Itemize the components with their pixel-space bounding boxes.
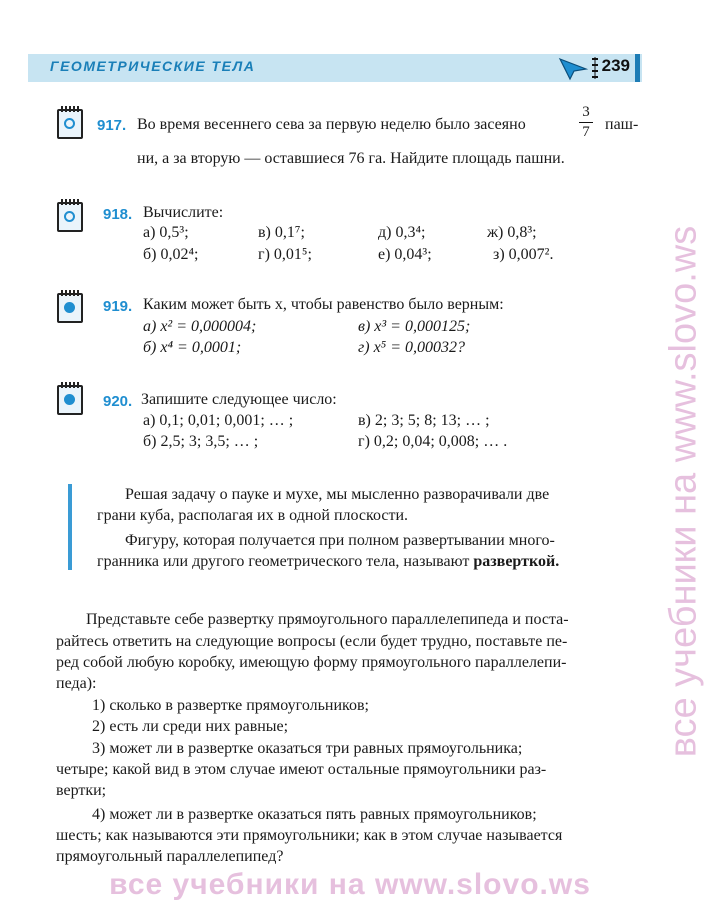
problem-917-line2: ни, а за вторую — оставшиеся 76 га. Найдите площадь пашни. bbox=[137, 150, 565, 167]
exercise-item: б) 0,02⁴; bbox=[143, 246, 199, 263]
pointer-arrow-icon bbox=[558, 57, 588, 81]
body-line: четыре; какой вид в этом случае имеют остальные прямоугольники раз- bbox=[56, 761, 547, 778]
body-line: Представьте себе развертку прямоугольного параллелепипеда и поста- bbox=[86, 611, 569, 628]
sidebar-text: Фигуру, которая получается при полном развертывании много- bbox=[125, 532, 555, 549]
problem-920-title: Запишите следующее число: bbox=[141, 391, 337, 408]
sidebar-text: грани куба, располагая их в одной плоскости. bbox=[97, 507, 409, 524]
exercise-item: в) x³ = 0,000125; bbox=[358, 318, 471, 335]
fraction-numerator: 3 bbox=[582, 104, 590, 120]
notebook-ring-icon bbox=[57, 202, 83, 232]
exercise-item: а) x² = 0,000004; bbox=[143, 318, 257, 335]
notebook-dot-icon bbox=[57, 293, 83, 323]
exercise-item: б) 2,5; 3; 3,5; … ; bbox=[143, 433, 259, 450]
body-line: прямоугольный параллелепипед? bbox=[56, 848, 284, 865]
problem-number-918: 918. bbox=[103, 206, 133, 223]
body-line: шесть; как называются эти прямоугольники; как в этом случае называется bbox=[56, 827, 563, 844]
body-line: ред собой любую коробку, имеющую форму прямоугольного параллелепи- bbox=[56, 654, 567, 671]
question-item: 1) сколько в развертке прямоугольников; bbox=[92, 697, 369, 714]
spiral-binding-icon bbox=[590, 56, 600, 80]
exercise-item: в) 2; 3; 5; 8; 13; … ; bbox=[358, 412, 490, 429]
problem-919-title: Каким может быть x, чтобы равенство было верным: bbox=[143, 296, 504, 313]
side-watermark: все учебники на www.slovo.ws bbox=[662, 225, 705, 758]
problem-number-917: 917. bbox=[97, 117, 127, 134]
exercise-item: ж) 0,8³; bbox=[487, 224, 537, 241]
definition-keyword: разверткой. bbox=[473, 553, 560, 570]
exercise-item: г) 0,2; 0,04; 0,008; … . bbox=[358, 433, 508, 450]
exercise-item: а) 0,1; 0,01; 0,001; … ; bbox=[143, 412, 294, 429]
exercise-item: б) x⁴ = 0,0001; bbox=[143, 339, 242, 356]
problem-number-919: 919. bbox=[103, 298, 133, 315]
sidebar-text: гранника или другого геометрического тела, называют bbox=[97, 553, 470, 570]
sidebar-accent-rule bbox=[68, 484, 72, 570]
definition-line bbox=[97, 553, 559, 571]
bottom-watermark: все учебники на www.slovo.ws bbox=[109, 868, 591, 901]
header-edge-bar bbox=[635, 54, 640, 82]
exercise-item: г) 0,01⁵; bbox=[258, 246, 312, 263]
exercise-item: д) 0,3⁴; bbox=[378, 224, 426, 241]
problem-number-920: 920. bbox=[103, 393, 133, 410]
body-line: педа): bbox=[56, 675, 97, 692]
chapter-title: ГЕОМЕТРИЧЕСКИЕ ТЕЛА bbox=[50, 58, 256, 74]
body-line: райтесь ответить на следующие вопросы (если будет трудно, поставьте пе- bbox=[56, 633, 568, 650]
problem-918-title: Вычислите: bbox=[143, 204, 224, 221]
question-item: 3) может ли в развертке оказаться три равных прямоугольника; bbox=[92, 740, 523, 757]
exercise-item: а) 0,5³; bbox=[143, 224, 189, 241]
body-line: вертки; bbox=[56, 782, 107, 799]
notebook-ring-icon bbox=[57, 109, 83, 139]
page-number: 239 bbox=[601, 56, 630, 75]
sidebar-text: Решая задачу о пауке и мухе, мы мысленно разворачивали две bbox=[125, 486, 550, 503]
exercise-item: в) 0,1⁷; bbox=[258, 224, 305, 241]
question-item: 2) есть ли среди них равные; bbox=[92, 718, 289, 735]
fraction-three-sevenths bbox=[579, 104, 593, 141]
problem-917-line1: Во время весеннего сева за первую неделю было засеяно bbox=[137, 116, 526, 133]
exercise-item: г) x⁵ = 0,00032? bbox=[358, 339, 466, 356]
problem-917-line1-end: паш- bbox=[605, 116, 639, 133]
exercise-item: е) 0,04³; bbox=[378, 246, 432, 263]
fraction-denominator: 7 bbox=[582, 124, 590, 140]
exercise-item: з) 0,007². bbox=[493, 246, 554, 263]
notebook-dot-icon bbox=[57, 385, 83, 415]
question-item: 4) может ли в развертке оказаться пять равных прямоугольников; bbox=[92, 806, 537, 823]
running-header bbox=[28, 54, 642, 82]
